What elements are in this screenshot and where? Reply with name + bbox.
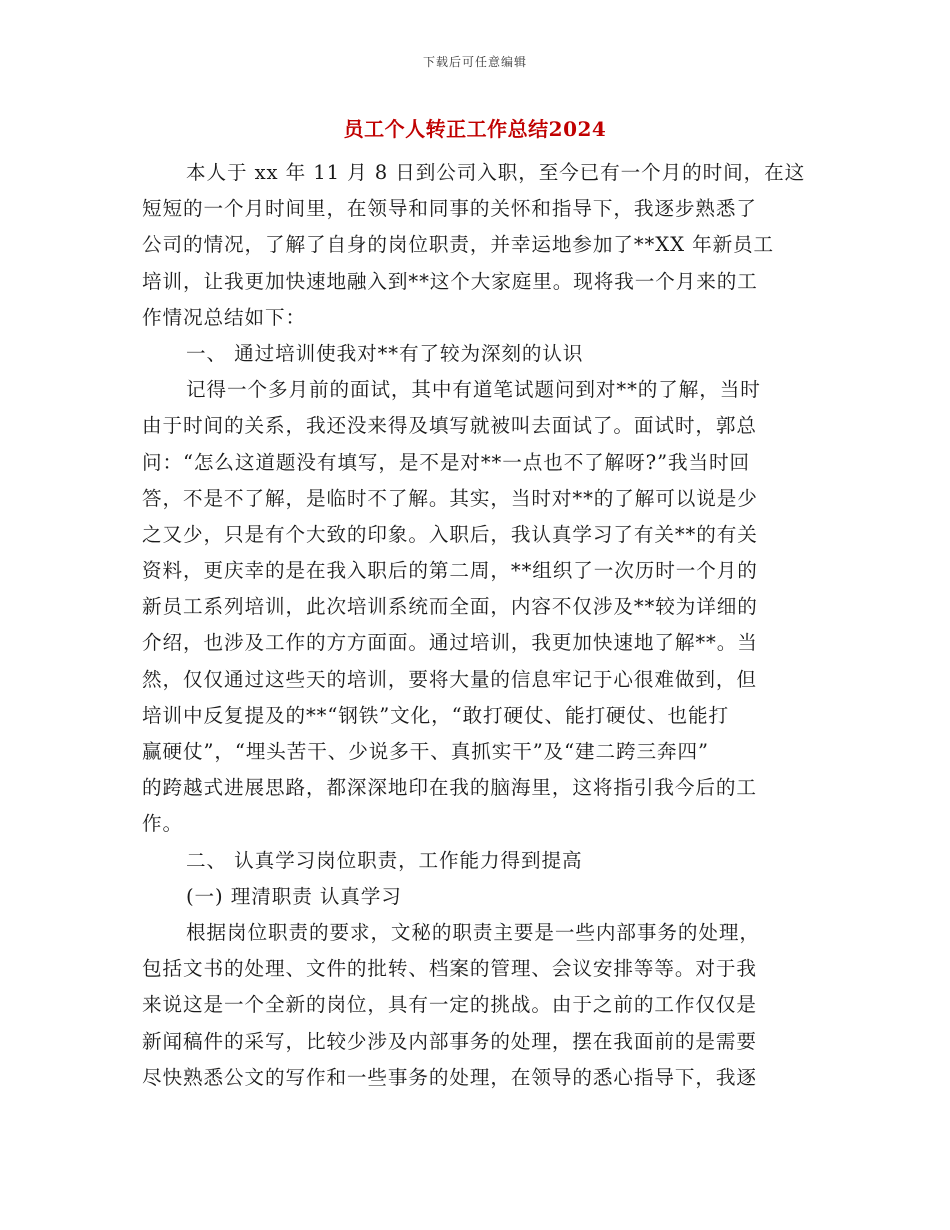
text-line: 答，不是不了解，是临时不了解。其实，当时对**的了解可以说是少 [142,486,758,510]
text-line: (一) 理清职责 认真学习 [186,884,402,908]
text-line: 包括文书的处理、文件的批转、档案的管理、会议安排等等。对于我 [142,957,757,981]
text-line: 培训，让我更加快速地融入到**这个大家庭里。现将我一个月来的工 [142,269,758,293]
text-line: 资料，更庆幸的是在我入职后的第二周，**组织了一次历时一个月的 [142,559,758,583]
document-title: 员工个人转正工作总结2024 [343,117,607,141]
text-line: 作。 [142,812,183,836]
text-line: 根据岗位职责的要求，文秘的职责主要是一些内部事务的处理， [186,920,760,944]
text-line: 来说这是一个全新的岗位，具有一定的挑战。由于之前的工作仅仅是 [142,993,757,1017]
text-line: 然，仅仅通过这些天的培训，要将大量的信息牢记于心很难做到，但 [142,667,757,691]
text-line: 培训中反复提及的**“钢铁”文化，“敢打硬仗、能打硬仗、也能打 [142,703,729,727]
text-line: 问：“怎么这道题没有填写，是不是对**一点也不了解呀?”我当时回 [142,450,750,474]
text-line: 本人于 xx 年 11 月 8 日到公司入职，至今已有一个月的时间，在这 [186,161,806,184]
text-line: 短短的一个月时间里，在领导和同事的关怀和指导下，我逐步熟悉了 [142,197,757,221]
text-line: 新闻稿件的采写，比较少涉及内部事务的处理，摆在我面前的是需要 [142,1029,757,1053]
text-line: 之又少，只是有个大致的印象。入职后，我认真学习了有关**的有关 [142,522,758,546]
text-line: 尽快熟悉公文的写作和一些事务的处理，在领导的悉心指导下，我逐 [142,1065,757,1089]
page-header: 下载后可任意编辑 [422,55,527,69]
text-line: 的跨越式进展思路，都深深地印在我的脑海里，这将指引我今后的工 [142,776,757,800]
text-line: 新员工系列培训，此次培训系统而全面，内容不仅涉及**较为详细的 [142,595,758,619]
document-body [142,155,812,1096]
text-line: 一、 通过培训使我对**有了较为深刻的认识 [186,341,584,365]
text-line: 记得一个多月前的面试，其中有道笔试题问到对**的了解，当时 [186,378,761,402]
text-line: 公司的情况，了解了自身的岗位职责，并幸运地参加了**XX 年新员工 [142,233,775,257]
text-line: 介绍，也涉及工作的方方面面。通过培训，我更加快速地了解**。当 [142,631,758,655]
text-line: 赢硬仗”，“埋头苦干、少说多干、真抓实干”及“建二跨三奔四” [142,740,709,763]
text-line: 二、 认真学习岗位职责，工作能力得到提高 [186,848,583,872]
text-line: 作情况总结如下： [142,305,306,329]
text-line: 由于时间的关系，我还没来得及填写就被叫去面试了。面试时，郭总 [142,414,757,438]
